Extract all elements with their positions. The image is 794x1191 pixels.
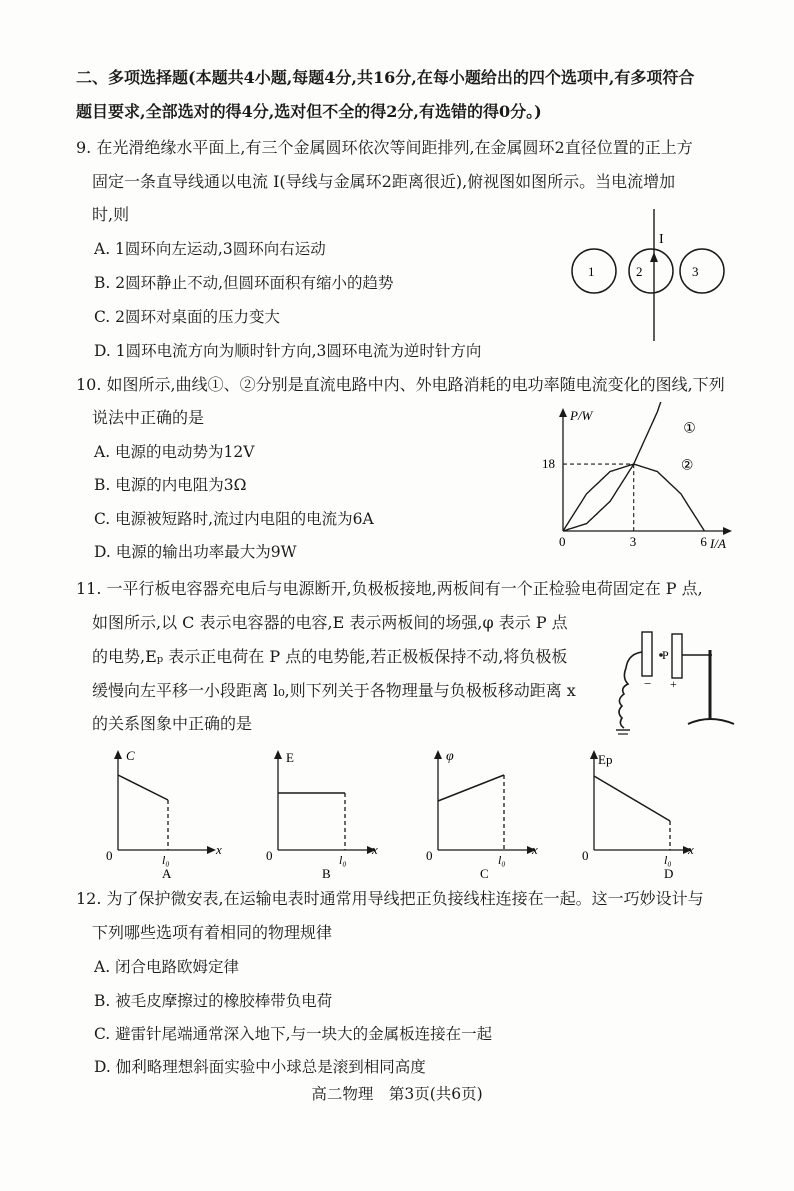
q11-graph-a <box>100 742 230 880</box>
graph-c-line <box>438 775 504 801</box>
q9-option-d: D. 1圆环电流方向为顺时针方向,3圆环电流为逆时针方向 <box>94 342 482 360</box>
q12-option-a: A. 闭合电路欧姆定律 <box>94 958 240 976</box>
y-tick-label-18: 18 <box>542 456 555 472</box>
graph-a-line <box>118 775 168 800</box>
q9-current-label: I <box>659 232 664 247</box>
q12-stem-line1: 12. 为了保护微安表,在运输电表时通常用导线把正负接线柱连接在一起。这一巧妙设计与 <box>76 889 704 908</box>
graph-b-caption: B <box>322 866 331 880</box>
positive-sign: + <box>670 677 677 691</box>
graph-c-origin: 0 <box>426 848 433 863</box>
q9-ring-2-label: 2 <box>636 264 643 279</box>
graph-a-tick: l₀ <box>162 853 170 867</box>
q10-ylabel: P/W <box>570 408 593 423</box>
x-tick-label-6: 6 <box>700 534 707 549</box>
graph-d-line <box>594 776 670 821</box>
q10-option-a: A. 电源的电动势为12V <box>94 443 255 461</box>
q11-stem-line4: 缓慢向左平移一小段距离 l₀,则下列关于各物理量与负极板移动距离 x <box>92 681 576 700</box>
q12-stem-line2: 下列哪些选项有着相同的物理规律 <box>92 923 333 942</box>
q9-stem-line2: 固定一条直导线通以电流 I(导线与金属环2距离很近),俯视图如图所示。当电流增加 <box>92 172 676 191</box>
negative-plate <box>642 632 652 676</box>
q11-capacitor-figure <box>610 628 740 740</box>
graph-b-tick: l₀ <box>339 853 347 867</box>
q11-stem-line2: 如图所示,以 C 表示电容器的电容,E 表示两板间的场强,φ 表示 P 点 <box>92 613 568 632</box>
q10-option-d: D. 电源的输出功率最大为9W <box>94 543 297 561</box>
graph-d-tick: l₀ <box>664 853 672 867</box>
q10-option-b: B. 电源的内电阻为3Ω <box>94 476 247 494</box>
q11-graph-b <box>260 742 390 880</box>
q10-power-chart <box>540 402 740 552</box>
q10-stem-line1: 10. 如图所示,曲线①、②分别是直流电路中内、外电路消耗的电功率随电流变化的图线,下列 <box>76 375 725 394</box>
graph-d-ylabel: Ep <box>598 752 613 767</box>
x-tick-label-0: 0 <box>559 534 566 549</box>
graph-b-origin: 0 <box>266 848 273 863</box>
section-heading-line1: 二、多项选择题(本题共4小题,每题4分,共16分,在每小题给出的四个选项中,有多项符合 <box>76 68 695 87</box>
graph-d-xlabel: x <box>688 842 694 857</box>
q11-stem-line5: 的关系图象中正确的是 <box>92 714 253 733</box>
q9-rings-figure <box>565 205 745 345</box>
graph-d-caption: D <box>664 866 674 880</box>
section-heading-line2: 题目要求,全部选对的得4分,选对但不全的得2分,有选错的得0分。) <box>76 102 542 121</box>
q10-xlabel: I/A <box>710 536 726 551</box>
q12-option-c: C. 避雷针尾端通常深入地下,与一块大的金属板连接在一起 <box>94 1025 493 1043</box>
q9-stem-line1: 9. 在光滑绝缘水平面上,有三个金属圆环依次等间距排列,在金属圆环2直径位置的正上方 <box>76 138 693 157</box>
page-footer: 高二物理 第3页(共6页) <box>311 1085 483 1103</box>
q12-option-b: B. 被毛皮摩擦过的橡胶棒带负电荷 <box>94 992 333 1010</box>
graph-c-ylabel: φ <box>446 749 454 764</box>
q10-stem-line2: 说法中正确的是 <box>92 408 205 427</box>
graph-c-caption: C <box>480 866 489 880</box>
point-p-label: P <box>662 648 669 662</box>
graph-c-xlabel: x <box>532 842 538 857</box>
series-2-label: ② <box>680 458 694 474</box>
q9-option-c: C. 2圆环对桌面的压力变大 <box>94 308 281 326</box>
graph-a-caption: A <box>162 866 172 880</box>
q9-stem-line3: 时,则 <box>92 205 130 224</box>
negative-sign: − <box>644 676 652 691</box>
ground-wire <box>619 652 642 728</box>
graph-a-xlabel: x <box>216 842 222 857</box>
x-tick-label-3: 3 <box>629 534 637 549</box>
q11-stem-line1: 11. 一平行板电容器充电后与电源断开,负极板接地,两板间有一个正检验电荷固定在 P 点, <box>76 579 703 598</box>
q12-option-d: D. 伽利略理想斜面实验中小球总是滚到相同高度 <box>94 1058 426 1076</box>
series-1-label: ① <box>683 421 696 437</box>
q9-ring-3 <box>680 249 724 293</box>
q11-graph-d <box>576 742 706 880</box>
q11-stem-line3: 的电势,Eₚ 表示正电荷在 P 点的电势能,若正极板保持不动,将负极板 <box>92 647 568 666</box>
graph-a-origin: 0 <box>106 848 113 863</box>
q9-ring-1-label: 1 <box>588 264 595 279</box>
graph-d-origin: 0 <box>582 848 589 863</box>
q9-option-a: A. 1圆环向左运动,3圆环向右运动 <box>94 240 326 258</box>
graph-b-ylabel: E <box>286 750 294 765</box>
graph-b-xlabel: x <box>372 842 378 857</box>
q10-option-c: C. 电源被短路时,流过内电阻的电流为6A <box>94 510 374 528</box>
q11-graph-c <box>420 742 550 880</box>
graph-c-tick: l₀ <box>498 853 506 867</box>
graph-a-ylabel: C <box>126 748 135 763</box>
q9-ring-3-label: 3 <box>692 264 699 279</box>
q9-option-b: B. 2圆环静止不动,但圆环面积有缩小的趋势 <box>94 274 394 292</box>
positive-plate <box>672 634 682 678</box>
